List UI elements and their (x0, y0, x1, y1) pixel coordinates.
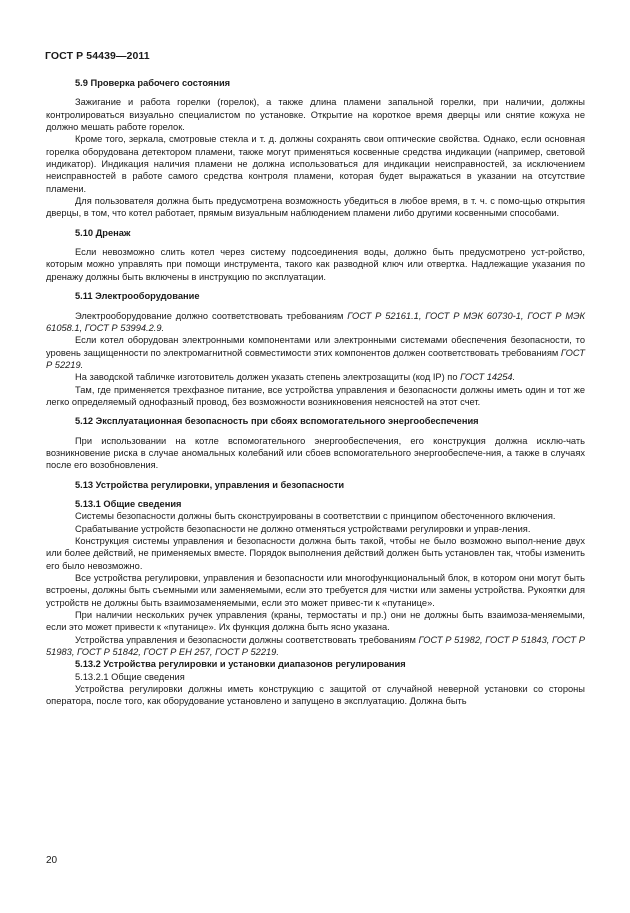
section-5-12-title: 5.12 Эксплуатационная безопасность при сбоях вспомогательного энергообеспечения (75, 416, 479, 427)
paragraph: Все устройства регулировки, управления и безопасности или многофункциональный блок, в котором они могут быть встроены, должны быть съемными или заменяемыми, если это требуется для чистки или замены устройства. Рукоятки для устройств не должны быть взаимозаменяемыми, если это может привес-ти к «путанице». (46, 573, 585, 608)
page-number: 20 (46, 855, 58, 866)
standard-references: ГОСТ Р 51982, ГОСТ Р 51843, ГОСТ Р 51983, ГОСТ Р 51842, ГОСТ Р ЕН 257, ГОСТ Р 52219. (46, 634, 585, 658)
paragraph (46, 310, 585, 335)
paragraph: При использовании на котле вспомогательного энергообеспечения, его конструкция должна исклю-чать возникновение риска в случае аномальных колебаний или сбоев вспомогательного энергообеспече-ния, а также в случаях после его возобновления. (46, 435, 585, 471)
paragraph: Кроме того, зеркала, смотровые стекла и т. д. должны сохранять свои оптические свойства. Однако, если основная горелка оборудована детектором пламени, также могут применяться косвенные средства индикации (например, световой индикатор). Индикация наличия пламени не должна использоваться для индикации неисправностей, за исключением неисправностей в работе самого средства контроля пламени, которая будет выражаться в указании на отсутствие пламени. (46, 134, 585, 194)
paragraph (46, 371, 585, 383)
paragraph-text: На заводской табличке изготовитель должен указать степень электрозащиты (код IP) по (75, 372, 461, 383)
section-5-13-2-1-title: 5.13.2.1 Общие сведения (75, 671, 185, 682)
section-5-10-title: 5.10 Дренаж (75, 227, 131, 238)
paragraph (46, 634, 585, 659)
section-5-13-title: 5.13 Устройства регулировки, управления и безопасности (75, 479, 345, 490)
section-5-9-title: 5.9 Проверка рабочего состояния (75, 78, 231, 88)
section-5-13-2-title: 5.13.2 Устройства регулировки и установки диапазонов регулирования (75, 659, 406, 670)
section-5-13-1-title: 5.13.1 Общие сведения (75, 498, 182, 509)
paragraph: Там, где применяется трехфазное питание, все устройства управления и безопасности должны иметь один и тот же легко определяемый однофазный провод, без возможности возникновения неясностей на этот счет. (46, 384, 585, 407)
paragraph: Устройства регулировки должны иметь конструкцию с защитой от случайной неверной установки со стороны оператора, после того, как оборудование установлено и запущено в эксплуатацию. Должна быть (46, 684, 585, 707)
standard-references: ГОСТ 14254. (460, 372, 516, 383)
paragraph-text: Если котел оборудован электронными компонентами или электронными системами обеспечения безопасности, то уровень защищенности по электромагнитной совместимости этих компонентов должен соответствовать требованиям (46, 335, 585, 358)
section-5-11-title: 5.11 Электрооборудование (75, 291, 200, 302)
paragraph: Если невозможно слить котел через систему подсоединения воды, должно быть предусмотрено уст-ройство, которым можно управлять при помощи инструмента, такого как разводной ключ или отвертка. Надлежащие указания по дренажу должны быть включены в инструкцию по эксплуатации. (46, 247, 585, 282)
paragraph: Зажигание и работа горелки (горелок), а также длина пламени запальной горелки, при наличии, должны контролироваться визуально специалистом по установке. Открытие на короткое время дверцы или снятие кожуха не должно мешать работе горелок. (46, 97, 585, 133)
paragraph: При наличии нескольких ручек управления (краны, термостаты и пр.) они не должны быть взаимоза-меняемыми, если это может привести к «путанице». Их функция должна быть ясно указана. (46, 610, 585, 633)
standard-references: ГОСТ Р 52219. (46, 347, 585, 370)
paragraph: Системы безопасности должны быть сконструированы в соответствии с принципом обесточенного включения. (75, 511, 556, 522)
paragraph: Конструкция системы управления и безопасности должна быть такой, чтобы не было возможно выпол-нение двух или более действий, не применяемых вместе. Порядок выполнения действий должен быть установлен так, чтобы изменить его было невозможно. (46, 536, 585, 571)
paragraph (46, 334, 585, 371)
paragraph: Срабатывание устройств безопасности не должно отменяться устройствами регулировки и управ-ления. (75, 523, 531, 534)
document-body (46, 77, 585, 708)
standard-references: ГОСТ Р 52161.1, ГОСТ Р МЭК 60730-1, ГОСТ Р МЭК 61058.1, ГОСТ Р 53994.2.9. (46, 310, 586, 333)
paragraph: Для пользователя должна быть предусмотрена возможность убедиться в любое время, в т. ч. с помо-щью открытия дверцы, в том, что котел работает, прямым визуальным наблюдением пламени либо другими косвенными способами. (46, 196, 585, 219)
paragraph-text: Электрооборудование должно соответствовать требованиям (75, 310, 348, 321)
document-header: ГОСТ Р 54439—2011 (45, 50, 150, 62)
paragraph-text: Устройства управления и безопасности должны соответствовать требованиям (75, 634, 419, 645)
